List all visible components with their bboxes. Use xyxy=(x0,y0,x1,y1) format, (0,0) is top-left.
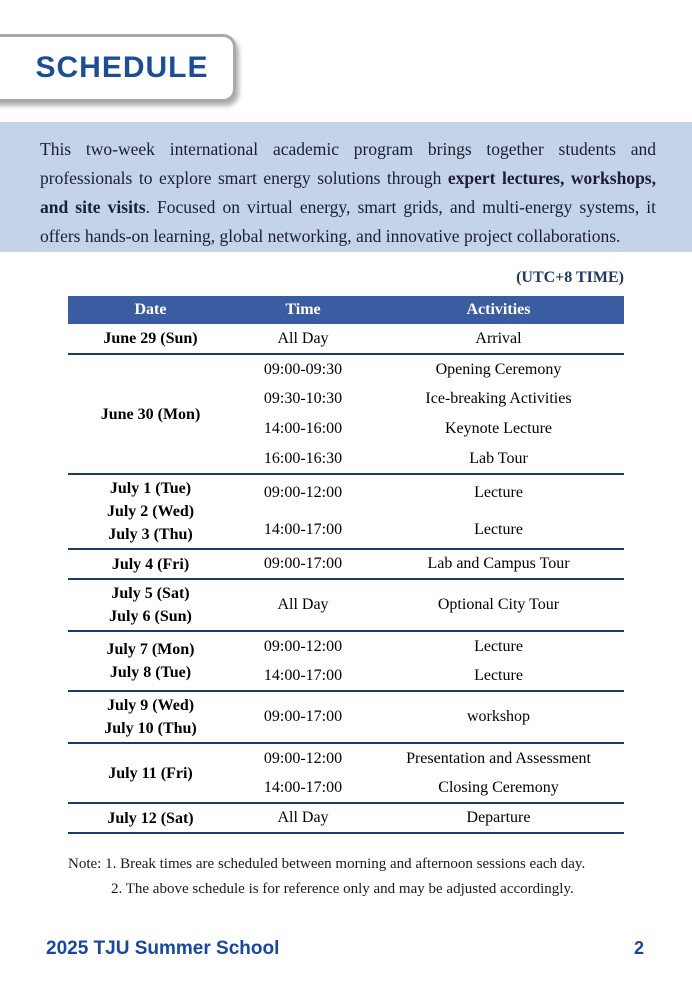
column-header-activities: Activities xyxy=(373,296,624,324)
intro-paragraph xyxy=(0,122,692,251)
time-cell: 16:00-16:30 xyxy=(233,444,373,474)
timezone-label: (UTC+8 TIME) xyxy=(516,269,624,286)
table-row xyxy=(68,691,624,743)
time-cell: 09:00-12:00 xyxy=(263,637,343,655)
table-row xyxy=(68,743,624,773)
time-cell: All Day xyxy=(233,324,373,354)
date-text: June 29 (Sun) xyxy=(103,330,198,347)
schedule-table xyxy=(68,296,624,834)
date-cell xyxy=(68,579,233,631)
date-cell xyxy=(68,549,233,579)
time-cell: 14:00-17:00 xyxy=(233,661,373,691)
table-row xyxy=(68,474,624,512)
table-row xyxy=(68,579,624,631)
date-text: July 6 (Sun) xyxy=(109,608,192,625)
table-row xyxy=(68,803,624,833)
schedule-title-badge xyxy=(0,34,236,102)
activity-cell: Optional City Tour xyxy=(373,579,624,631)
page-footer xyxy=(46,938,644,960)
footer-title: 2025 TJU Summer School xyxy=(46,938,280,959)
date-cell xyxy=(68,743,233,803)
time-cell: 09:00-17:00 xyxy=(233,691,373,743)
time-cell: 14:00-17:00 xyxy=(233,773,373,803)
time-cell: All Day xyxy=(233,579,373,631)
note-line-2: 2. The above schedule is for reference only and may be adjusted accordingly. xyxy=(111,881,574,897)
intro-text-after: . Focused on virtual energy, smart grids, and multi-energy systems, it offers hands-on learning, global networking, and innovative project collaborations. xyxy=(40,197,656,246)
time-cell: 09:30-10:30 xyxy=(263,390,343,407)
activity-cell: Presentation and Assessment xyxy=(406,749,591,767)
date-text: July 2 (Wed) xyxy=(106,503,195,520)
date-text: June 30 (Mon) xyxy=(100,405,201,423)
activity-cell: Closing Ceremony xyxy=(373,773,624,803)
date-text: July 11 (Fri) xyxy=(108,764,193,782)
date-text: July 9 (Wed) xyxy=(106,697,195,714)
activity-cell: Keynote Lecture xyxy=(444,420,553,437)
date-cell xyxy=(68,474,233,549)
schedule-content xyxy=(68,251,624,902)
time-cell: All Day xyxy=(233,803,373,833)
date-cell xyxy=(68,631,233,691)
notes-block xyxy=(68,852,624,902)
date-text: July 1 (Tue) xyxy=(109,480,192,497)
date-text: July 7 (Mon) xyxy=(106,641,195,658)
activity-cell: Lecture xyxy=(474,484,523,502)
time-cell: 09:00-17:00 xyxy=(233,549,373,579)
column-header-time: Time xyxy=(233,296,373,324)
date-text: July 3 (Thu) xyxy=(108,526,193,543)
activity-cell: Lecture xyxy=(373,661,624,691)
activity-cell: Lecture xyxy=(373,512,624,550)
page-number: 2 xyxy=(633,938,644,958)
activity-cell: Opening Ceremony xyxy=(435,360,562,378)
activity-cell: Lecture xyxy=(474,637,523,655)
date-text: July 10 (Thu) xyxy=(104,720,197,737)
time-cell: 09:00-12:00 xyxy=(263,484,343,502)
time-cell: 14:00-17:00 xyxy=(233,512,373,550)
activity-cell: Lab Tour xyxy=(373,444,624,474)
table-row xyxy=(68,631,624,661)
date-text: July 5 (Sat) xyxy=(111,585,190,602)
table-row xyxy=(68,549,624,579)
schedule-table-body xyxy=(68,324,624,833)
date-text: July 12 (Sat) xyxy=(107,809,194,827)
date-text: July 8 (Tue) xyxy=(109,664,192,681)
intro-text-bold: expert lectures, workshops, and site visits xyxy=(40,168,656,217)
date-cell xyxy=(68,324,233,354)
intro-text-before: This two-week international academic program brings together students and professionals to explore smart energy solutions through xyxy=(40,139,656,188)
time-cell: 09:00-12:00 xyxy=(263,749,343,767)
time-cell: 09:00-09:30 xyxy=(263,360,343,378)
page-title: SCHEDULE xyxy=(35,51,209,84)
date-cell xyxy=(68,691,233,743)
date-cell xyxy=(68,803,233,833)
activity-cell: Departure xyxy=(373,803,624,833)
note-line-1: Note: 1. Break times are scheduled between morning and afternoon sessions each day. xyxy=(68,856,586,872)
header-row xyxy=(68,296,624,324)
column-header-date: Date xyxy=(68,296,233,324)
table-header xyxy=(68,296,624,324)
activity-cell: Arrival xyxy=(373,324,624,354)
date-text: July 4 (Fri) xyxy=(111,555,190,573)
activity-cell: Lab and Campus Tour xyxy=(373,549,624,579)
activity-cell: Ice-breaking Activities xyxy=(425,390,572,407)
table-row xyxy=(68,324,624,354)
time-cell: 14:00-16:00 xyxy=(263,420,343,437)
date-cell xyxy=(68,354,233,474)
activity-cell: workshop xyxy=(373,691,624,743)
table-row xyxy=(68,354,624,384)
intro-box xyxy=(0,122,692,252)
